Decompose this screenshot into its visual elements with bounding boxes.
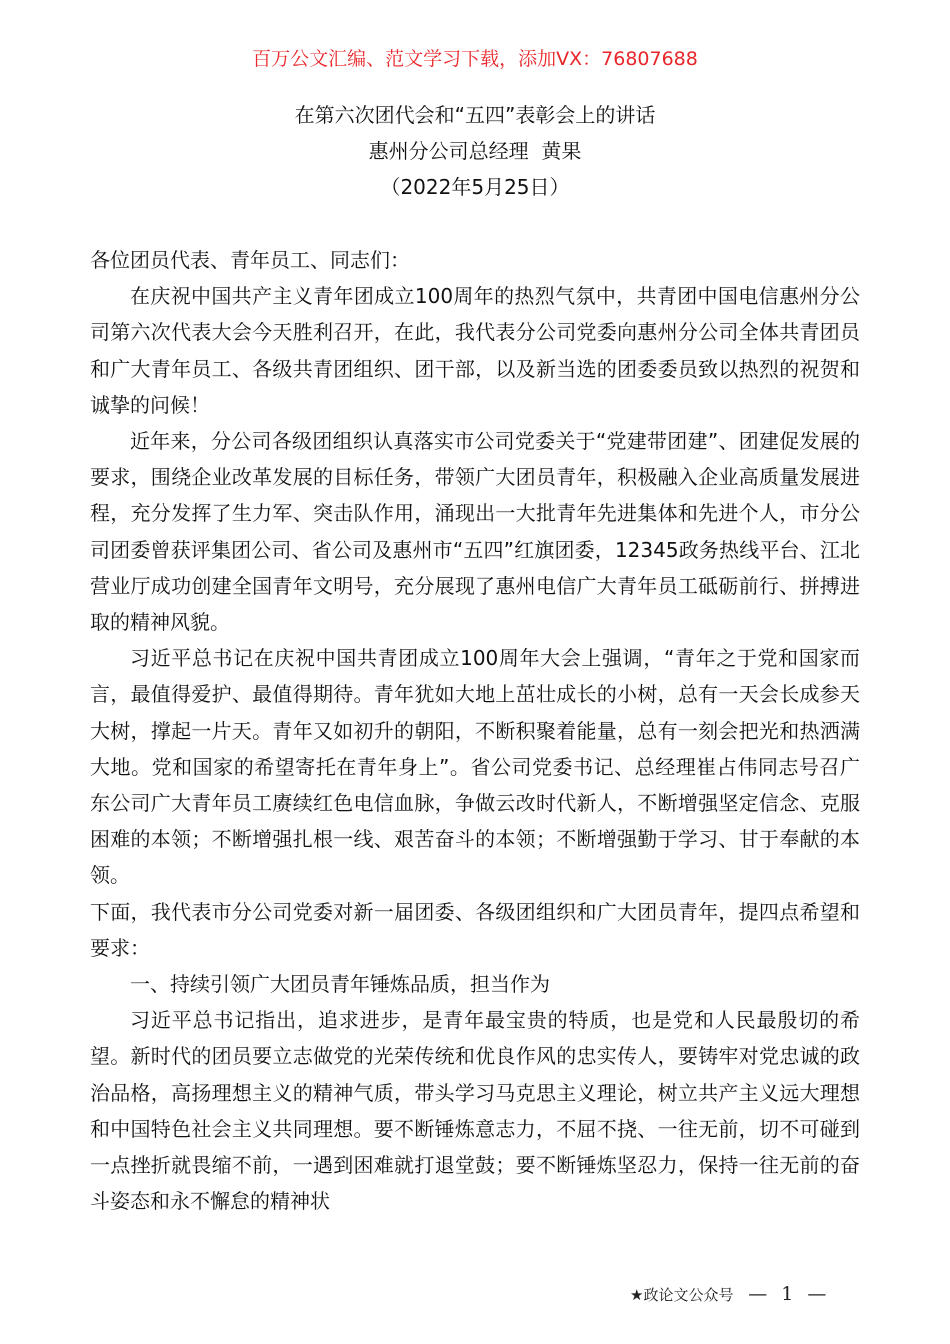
paragraph-congratulations: 在庆祝中国共产主义青年团成立100周年的热烈气氛中，共青团中国电信惠州分公司第六次代表大会今天胜利召开，在此，我代表分公司党委向惠州分公司全体共青团员和广大青年员工、各级共青团组织、团干部，以及新当选的团委委员致以热烈的祝贺和诚挚的问候！: [90, 284, 860, 417]
footer-source: ★政论文公众号: [630, 1286, 734, 1304]
download-banner: 百万公文汇编、范文学习下载，添加VX：76807688: [252, 48, 698, 70]
speech-date: （2022年5月25日）: [380, 175, 570, 199]
document-header: [0, 97, 950, 205]
document-body: [90, 242, 860, 1219]
paragraph-quote: 习近平总书记在庆祝中国共青团成立100周年大会上强调，“青年之于党和国家而言，最值得爱护、最值得期待。青年犹如大地上茁壮成长的小树，总有一天会长成参天大树，撑起一片天。青年又如初升的朝阳，不断积聚着能量，总有一刻会把光和热洒满大地。党和国家的希望寄托在青年身上”。省公司党委书记、总经理崔占伟同志号召广东公司广大青年员工赓续红色电信血脉，争做云改时代新人，不断增强坚定信念、克服困难的本领；不断增强扎根一线、艰苦奋斗的本领；不断增强勤于学习、甘于奉献的本领。: [90, 646, 860, 888]
section-heading: 一、持续引领广大团员青年锤炼品质，担当作为: [130, 972, 550, 997]
paragraph-transition: 下面，我代表市分公司党委对新一届团委、各级团组织和广大团员青年，提四点希望和要求：: [90, 899, 860, 960]
section-paragraph: 习近平总书记指出，追求进步，是青年最宝贵的特质，也是党和人民最殷切的希望。新时代的团员要立志做党的光荣传统和优良作风的忠实传人，要铸牢对党忠诚的政治品格，高扬理想主义的精神气质，带头学习马克思主义理论，树立共产主义远大理想和中国特色社会主义共同理想。要不断锤炼意志力，不屈不挠、一往无前，切不可碰到一点挫折就畏缩不前，一遇到困难就打退堂鼓；要不断锤炼坚忍力，保持一往无前的奋斗姿态和永不懈怠的精神状: [90, 1008, 860, 1214]
speaker-line: 惠州分公司总经理 黄果: [368, 139, 582, 163]
salutation: 各位团员代表、青年员工、同志们：: [90, 248, 410, 272]
page-number: — 1 —: [748, 1283, 831, 1305]
paragraph-achievements: 近年来，分公司各级团组织认真落实市公司党委关于“党建带团建”、团建促发展的要求，围绕企业改革发展的目标任务，带领广大团员青年，积极融入企业高质量发展进程，充分发挥了生力军、突击队作用，涌现出一大批青年先进集体和先进个人，市分公司团委曾获评集团公司、省公司及惠州市“五四”红旗团委，12345政务热线平台、江北营业厅成功创建全国青年文明号，充分展现了惠州电信广大青年员工砥砺前行、拼搏进取的精神风貌。: [90, 429, 860, 635]
document-title: 在第六次团代会和“五四”表彰会上的讲话: [294, 103, 656, 127]
page-footer: [630, 1280, 830, 1309]
